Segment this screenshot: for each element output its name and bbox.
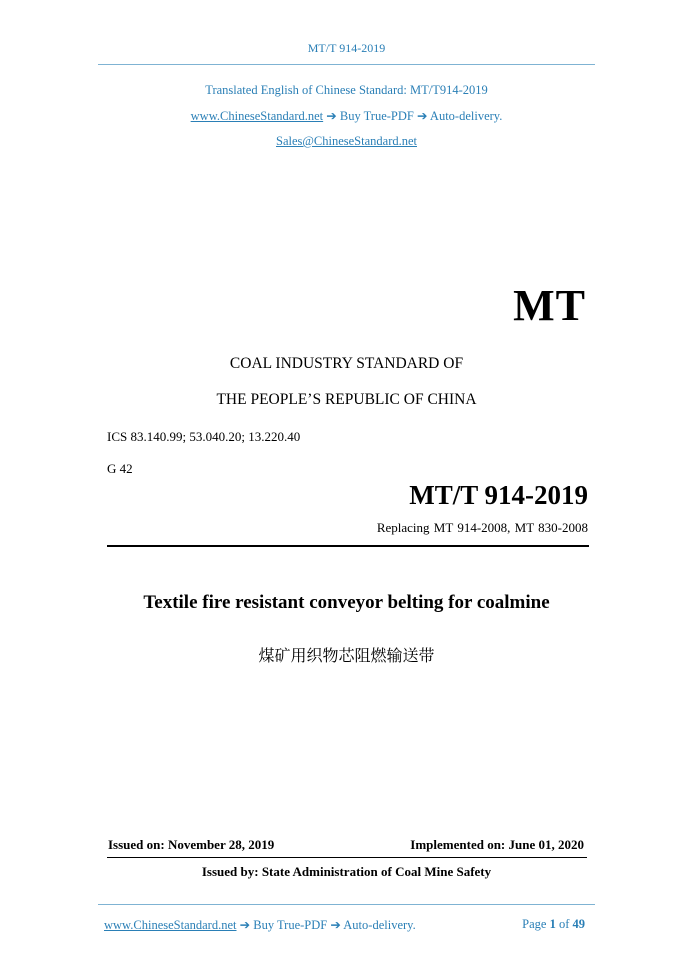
ccs-code: G 42 [107, 461, 133, 476]
of-label: of [558, 917, 570, 931]
issued-by: Issued by: State Administration of Coal Mine Safety [201, 864, 492, 879]
arrow-icon: ➔ [330, 918, 341, 932]
dates-divider [107, 857, 587, 858]
ics-code: ICS 83.140.99; 53.040.20; 13.220.40 [107, 429, 301, 444]
promo-email-line [0, 134, 693, 149]
promo-translated-line: Translated English of Chinese Standard: MT/T914-2019 [205, 83, 488, 97]
footer-rule [98, 904, 595, 905]
chinese-title: 煤矿用织物芯阻燃输送带 [258, 646, 435, 665]
promo-email-link[interactable]: Sales@ChineseStandard.net [276, 134, 417, 148]
mt-logo: MT [513, 281, 586, 330]
english-title: Textile fire resistant conveyor belting for coalmine [143, 592, 550, 613]
title-line-1: COAL INDUSTRY STANDARD OF [229, 355, 464, 372]
page-number: 1 [549, 917, 556, 931]
promo-buy-text: Buy True-PDF [339, 109, 414, 123]
promo-site-link[interactable]: www.ChineseStandard.net [190, 109, 324, 123]
header-standard-code: MT/T 914-2019 [307, 41, 386, 55]
arrow-icon: ➔ [239, 918, 251, 932]
page-label: Page [522, 917, 547, 931]
issued-on-date: Issued on: November 28, 2019 [108, 837, 275, 852]
promo-auto-text: Auto-delivery. [429, 109, 503, 123]
promo-buy-line [0, 108, 693, 124]
arrow-icon: ➔ [326, 109, 337, 123]
footer-buy-text: Buy True-PDF [253, 918, 328, 932]
footer-buy-line [104, 917, 416, 933]
standard-number: MT/T 914-2019 [409, 480, 588, 510]
title-line-2: THE PEOPLE’S REPUBLIC OF CHINA [216, 391, 477, 408]
footer-site-link[interactable]: www.ChineseStandard.net [104, 918, 237, 932]
page-total: 49 [572, 917, 585, 931]
footer-auto-text: Auto-delivery. [343, 918, 416, 932]
replacing-note: Replacing MT 914-2008, MT 830-2008 [376, 520, 588, 535]
arrow-icon: ➔ [417, 109, 428, 123]
title-divider [107, 545, 589, 547]
header-rule [98, 64, 595, 65]
page-indicator [522, 917, 585, 932]
implemented-on-date: Implemented on: June 01, 2020 [410, 837, 584, 852]
